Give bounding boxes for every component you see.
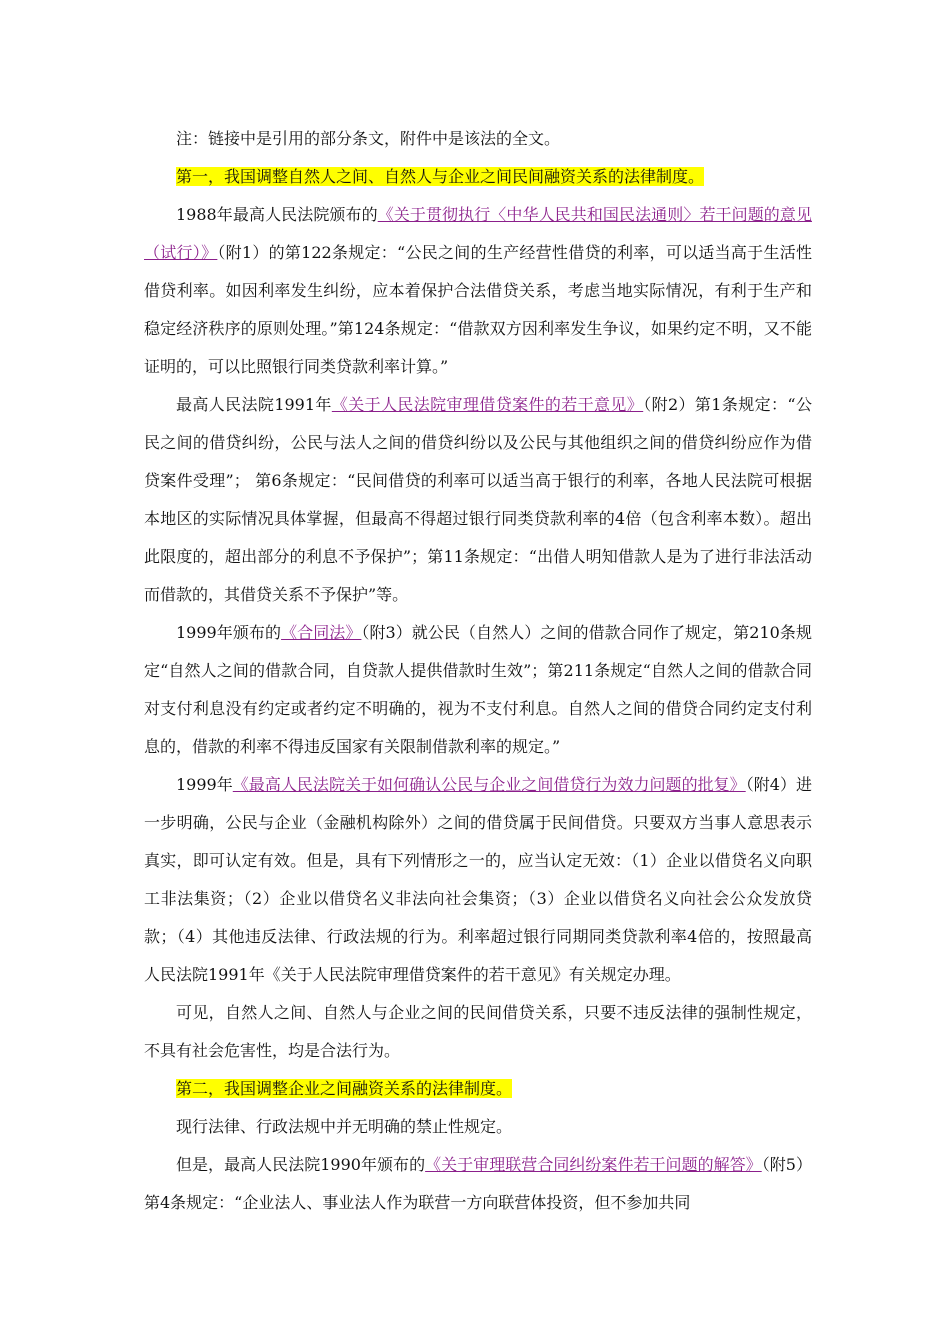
note-paragraph: 注：链接中是引用的部分条文，附件中是该法的全文。 <box>176 129 561 148</box>
link-civil-law-opinion[interactable]: 《关于贯彻执行〈中华人民共和国民法通则〉若干问题的意见（试行）》 <box>144 205 812 262</box>
section-heading-2 <box>144 1070 812 1108</box>
paragraph-text: （附3）就公民（自然人）之间的借款合同作了规定，第210条规定“自然人之间的借款合同，自贷款人提供借款时生效”；第211条规定“自然人之间的借款合同对支付利息没有约定或者约定不明确的，视为不支付利息。自然人之间的借贷合同约定支付利息的，借款的利率不得违反国家有关限制借款利率的规定。” <box>144 623 812 756</box>
paragraph-no-prohibition: 现行法律、行政法规中并无明确的禁止性规定。 <box>176 1117 513 1136</box>
paragraph-text: 最高人民法院1991年 <box>176 395 332 414</box>
paragraph-text: 1999年 <box>176 775 233 794</box>
link-joint-venture-answer[interactable]: 《关于审理联营合同纠纷案件若干问题的解答》 <box>425 1155 762 1174</box>
paragraph-text: （附5）第4条规定：“企业法人、事业法人作为联营一方向联营体投资，但不参加共同 <box>144 1155 812 1212</box>
link-court-reply[interactable]: 《最高人民法院关于如何确认公民与企业之间借贷行为效力问题的批复》 <box>232 775 746 794</box>
paragraph-text: 但是，最高人民法院1990年颁布的 <box>176 1155 426 1174</box>
paragraph-1988-opinion <box>144 196 812 386</box>
paragraph-1990-answer <box>144 1146 812 1222</box>
section-heading-1 <box>144 158 812 196</box>
paragraph-contract-law <box>144 614 812 766</box>
document-page <box>144 120 812 1222</box>
paragraph-text: 1988年最高人民法院颁布的 <box>176 205 378 224</box>
link-contract-law[interactable]: 《合同法》 <box>281 623 362 642</box>
paragraph-1991-opinion <box>144 386 812 614</box>
paragraph-conclusion: 可见，自然人之间、自然人与企业之间的民间借贷关系，只要不违反法律的强制性规定，不具有社会危害性，均是合法行为。 <box>144 1003 812 1060</box>
highlighted-heading: 第二，我国调整企业之间融资关系的法律制度。 <box>176 1079 513 1098</box>
highlighted-heading: 第一，我国调整自然人之间、自然人与企业之间民间融资关系的法律制度。 <box>176 167 705 186</box>
paragraph-text: （附4）进一步明确，公民与企业（金融机构除外）之间的借贷属于民间借贷。只要双方当事人意思表示真实，即可认定有效。但是，具有下列情形之一的，应当认定无效：（1）企业以借贷名义向职工非法集资；（2）企业以借贷名义非法向社会集资；（3）企业以借贷名义向社会公众发放贷款；（4）其他违反法律、行政法规的行为。利率超过银行同期同类贷款利率4倍的，按照最高人民法院1991年《关于人民法院审理借贷案件的若干意见》有关规定办理。 <box>144 775 812 984</box>
link-loan-cases-opinion[interactable]: 《关于人民法院审理借贷案件的若干意见》 <box>331 395 644 414</box>
paragraph-text: （附2）第1条规定：“公民之间的借贷纠纷，公民与法人之间的借贷纠纷以及公民与其他组织之间的借贷纠纷应作为借贷案件受理”； 第6条规定：“民间借贷的利率可以适当高于银行的利率，各地人民法院可根据本地区的实际情况具体掌握，但最高不得超过银行同类贷款利率的4倍（包含利率本数）。超出此限度的，超出部分的利息不予保护”；第11条规定：“出借人明知借款人是为了进行非法活动而借款的，其借贷关系不予保护”等。 <box>144 395 812 604</box>
paragraph-1999-reply <box>144 766 812 994</box>
paragraph-text: 1999年颁布的 <box>176 623 282 642</box>
paragraph-text: （附1）的第122条规定：“公民之间的生产经营性借贷的利率，可以适当高于生活性借贷利率。如因利率发生纠纷，应本着保护合法借贷关系，考虑当地实际情况，有利于生产和稳定经济秩序的原则处理。”第124条规定：“借款双方因利率发生争议，如果约定不明，又不能证明的，可以比照银行同类贷款利率计算。” <box>144 243 812 376</box>
